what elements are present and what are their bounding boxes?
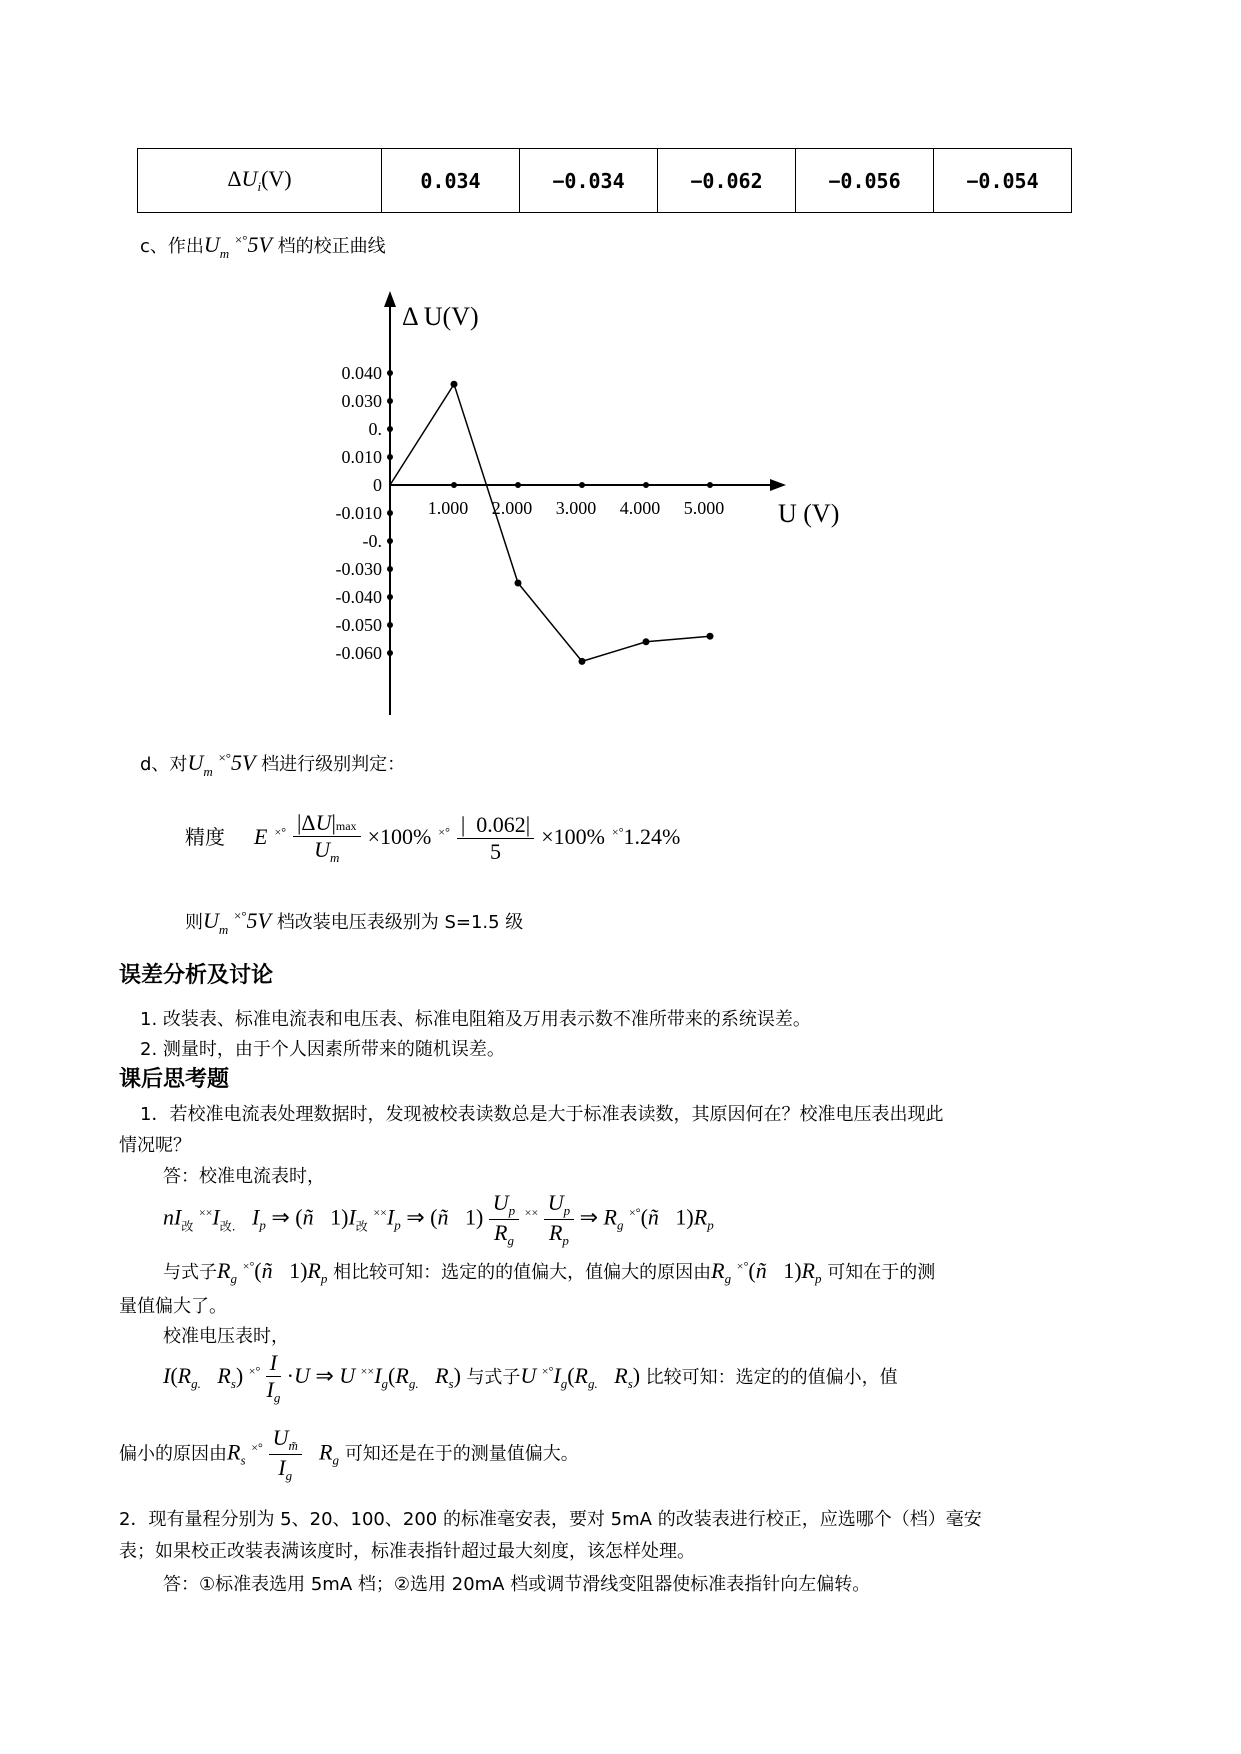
y-tick-label: -0.050: [335, 615, 382, 635]
x-tick-dot: [643, 482, 649, 488]
y-tick-dot: [387, 622, 393, 628]
question-2-text: 2．现有量程分别为 5、20、100、200 的标准毫安表，要对 5mA 的改装表进行校正，应选哪个（档）毫安: [119, 1509, 982, 1530]
y-tick-dot: [387, 426, 393, 432]
table-cell: 0.034: [382, 149, 520, 213]
y-tick-label: 0.: [368, 419, 382, 439]
y-tick-label: 0: [373, 475, 382, 495]
answer-1-comparison: 与式子$R_g$ ×°(ñ $1)R_p$ 相比较可知：选定的的值偏大，值偏大的原因由$R_g$ ×°(ñ $1)R_p$ 可知在于的测: [163, 1258, 936, 1286]
grade-conclusion: 则$U_m$ ×°5V 档改装电压表级别为 S=1.5 级: [185, 908, 524, 937]
list-item: 2. 测量时，由于个人因素所带来的随机误差。: [140, 1039, 505, 1060]
y-tick-label: 0.030: [341, 391, 382, 411]
question-1-text-cont: 情况呢？: [119, 1135, 191, 1156]
list-item: 1. 改装表、标准电流表和电压表、标准电阻箱及万用表示数不准所带来的系统误差。: [140, 1009, 811, 1030]
data-point: [643, 638, 650, 645]
questions-section-title: 课后思考题: [119, 1067, 230, 1092]
y-tick-dot: [387, 538, 393, 544]
table-cell: −0.054: [934, 149, 1072, 213]
table-cell: −0.062: [658, 149, 796, 213]
y-tick-label: -0.010: [335, 503, 382, 523]
x-tick-label: 5.000: [683, 498, 725, 518]
table-row: [138, 149, 1072, 213]
y-tick-label: 0.040: [341, 363, 382, 383]
question-1-text: 1．若校准电流表处理数据时，发现被校表读数总是大于标准表读数，其原因何在？校准电压表出现此: [140, 1104, 944, 1125]
y-tick-label: 0.010: [341, 447, 382, 467]
x-tick-dot: [515, 482, 521, 488]
y-tick-label: -0.040: [335, 587, 382, 607]
answer-1-intro: 答：校准电流表时，: [163, 1166, 325, 1187]
x-tick-label: 4.000: [619, 498, 661, 518]
y-tick-label: -0.060: [335, 643, 382, 663]
y-tick-dot: [387, 650, 393, 656]
y-tick-dot: [387, 510, 393, 516]
equation-voltage: $I(R_{g.}$ $R_s$) ×° $\frac{I}{I_g}$ ·U ⇒ U $^{\times\times}I_g(R_{g.}$ $R_s$) 与式子U $^{\times^\circ}I_g(R_{g.}$ $R_s$) 比较可知：选定的的值偏小，值: [163, 1350, 898, 1405]
delta-u-table: [137, 148, 1072, 213]
data-point: [515, 580, 522, 587]
error-section-title: 误差分析及讨论: [119, 963, 274, 988]
equation-current: $nI_改$ $^{\times\times}I_{改.}$ $I_p$ ⇒ (ñ $1)I_改$ $^{\times\times}I_p$ ⇒ (ñ 1) $\frac{U_p}{R_g}$ ×× $\frac{U_p}{R_p}$ ⇒ $R_g$ ×°(ñ $1)R_p$: [163, 1190, 714, 1248]
x-tick-label: 1.000: [427, 498, 469, 518]
precision-label: 精度: [185, 825, 225, 849]
table-cell: −0.034: [520, 149, 658, 213]
question-2-text-cont: 表；如果校正改装表满该度时，标准表指针超过最大刻度，该怎样处理。: [119, 1541, 695, 1562]
section-c-heading: c、作出$U_m$ ×°5V 档的校正曲线: [140, 232, 386, 261]
y-tick-dot: [387, 370, 393, 376]
answer-1-voltage-conclusion: 偏小的原因由$R_s$ ×° $\frac{U_{m̃}}{I_g}$ $R_g$ 可知还是在于的测量值偏大。: [119, 1425, 579, 1483]
answer-1-comparison-cont: 量值偏大了。: [119, 1296, 227, 1317]
answer-2-text: 答：①标准表选用 5mA 档；②选用 20mA 档或调节滑线变阻器使标准表指针向左偏转。: [163, 1574, 871, 1595]
x-axis-arrow: [770, 479, 786, 491]
y-tick-dot: [387, 566, 393, 572]
table-label-cell: $\Delta U_i(V)$: [138, 149, 382, 213]
x-tick-dot: [707, 482, 713, 488]
y-tick-label: -0.: [362, 531, 382, 551]
x-axis-label: U (V): [778, 499, 840, 528]
x-tick-label: 2.000: [491, 498, 533, 518]
y-tick-label: -0.030: [335, 559, 382, 579]
x-tick-dot: [579, 482, 585, 488]
y-tick-dot: [387, 594, 393, 600]
correction-curve-chart: [300, 285, 860, 725]
section-d-heading: d、对$U_m$ ×°5V 档进行级别判定：: [140, 750, 406, 779]
y-tick-dot: [387, 398, 393, 404]
data-point: [707, 633, 714, 640]
table-cell: −0.056: [796, 149, 934, 213]
x-tick-label: 3.000: [555, 498, 597, 518]
data-point: [579, 658, 586, 665]
answer-1-voltage-intro: 校准电压表时，: [163, 1326, 289, 1347]
y-tick-dot: [387, 454, 393, 460]
series-line: [390, 384, 710, 661]
data-point: [451, 381, 458, 388]
y-axis-label: Δ U(V): [402, 302, 479, 331]
y-axis-arrow: [384, 291, 396, 307]
x-tick-dot: [451, 482, 457, 488]
precision-formula: 精度 E ×° $\frac{|\Delta U|\max}{U_m}$ ×100% ×° $\frac{| 0.062|}{5}$ ×100% ×°1.24%: [185, 810, 681, 865]
